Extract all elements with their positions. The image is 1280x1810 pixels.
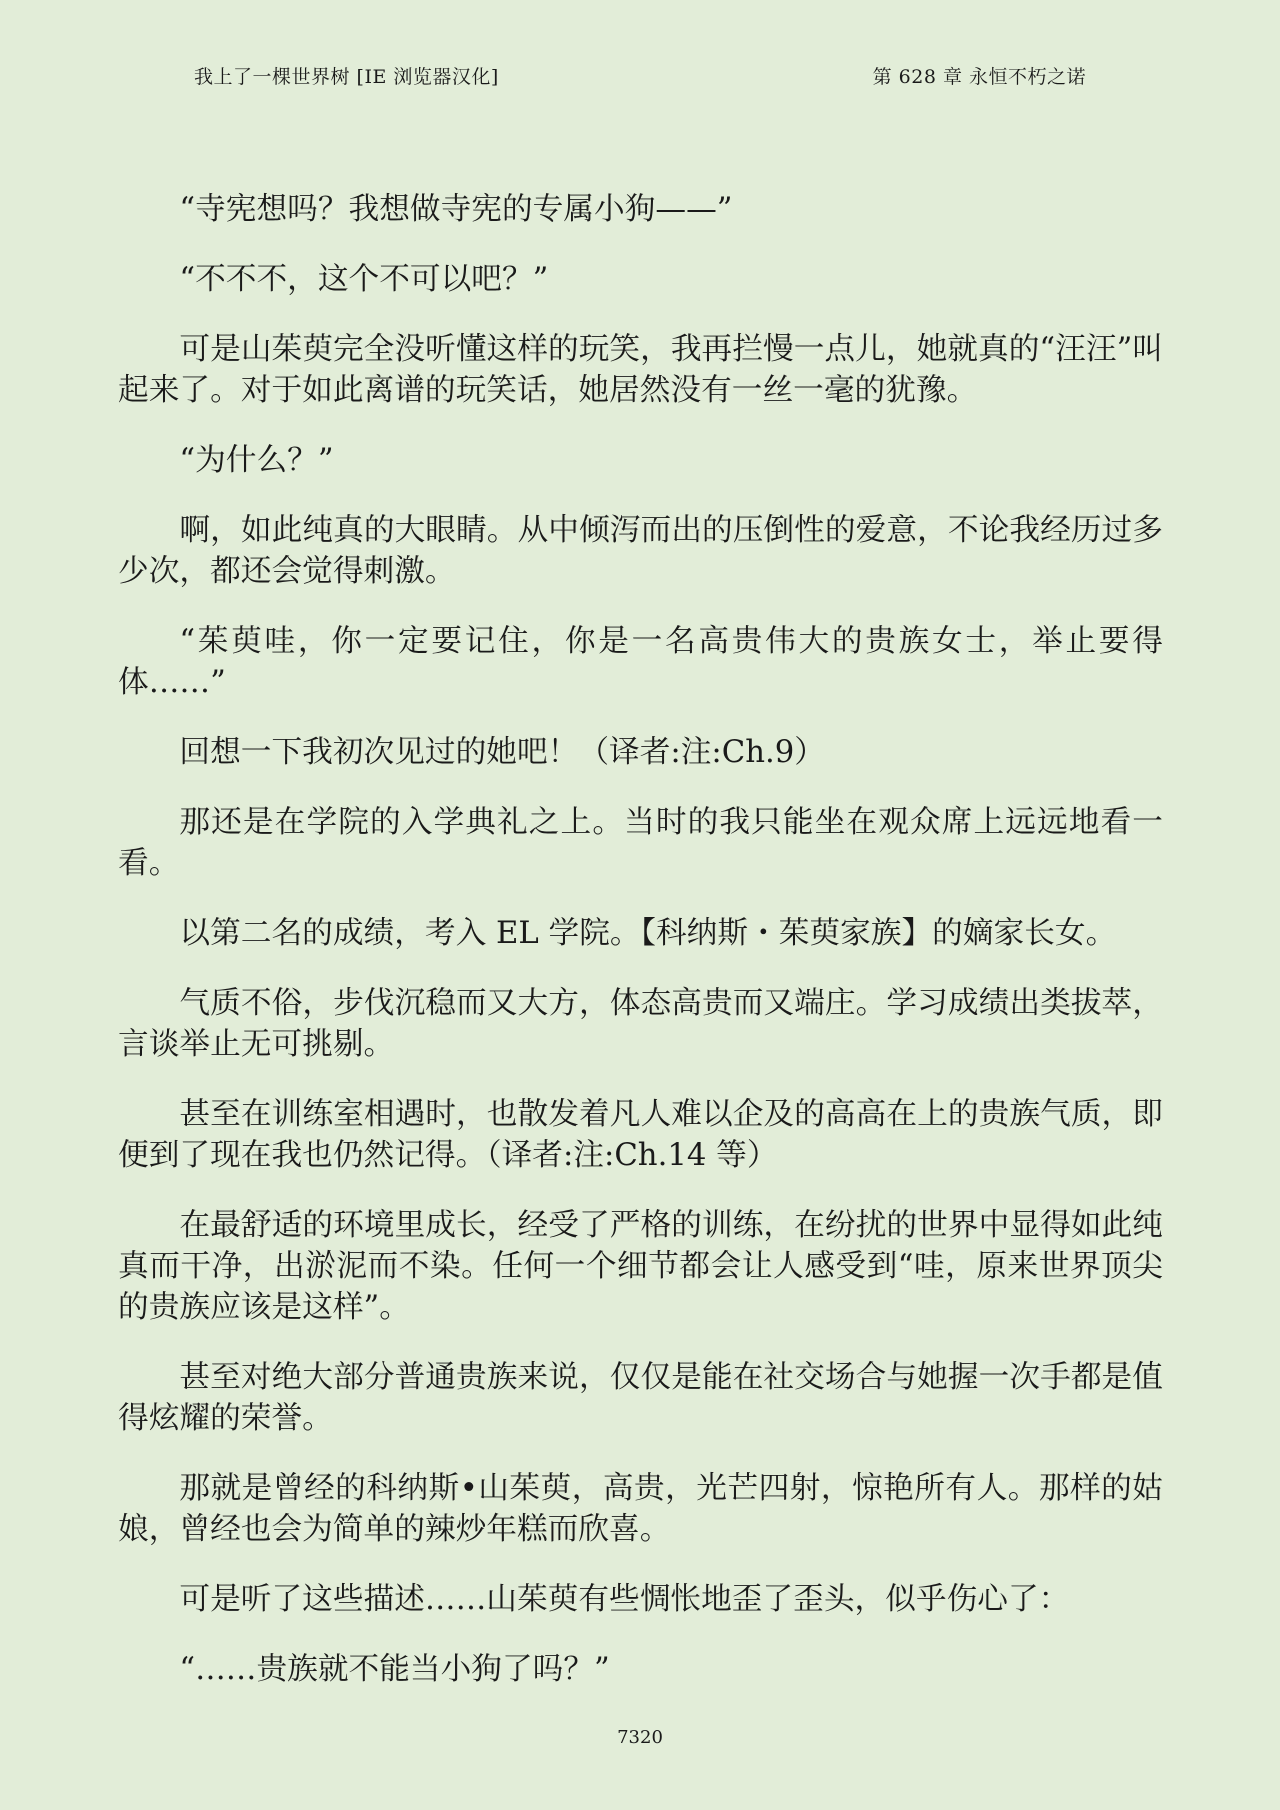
- paragraph: 啊，如此纯真的大眼睛。从中倾泻而出的压倒性的爱意，不论我经历过多少次，都还会觉得刺激。: [118, 513, 1163, 589]
- paragraph: 回想一下我初次见过的她吧！（译者:注:Ch.9）: [179, 735, 825, 770]
- paragraph: “……贵族就不能当小狗了吗？”: [179, 1652, 610, 1687]
- paragraph: 那还是在学院的入学典礼之上。当时的我只能坐在观众席上远远地看一看。: [118, 805, 1163, 881]
- paragraph: 可是山茱萸完全没听懂这样的玩笑，我再拦慢一点儿，她就真的“汪汪”叫起来了。对于如此离谱的玩笑话，她居然没有一丝一毫的犹豫。: [118, 332, 1163, 408]
- paragraph: 甚至在训练室相遇时，也散发着凡人难以企及的高高在上的贵族气质，即便到了现在我也仍然记得。（译者:注:Ch.14 等）: [118, 1097, 1163, 1173]
- paragraph: 甚至对绝大部分普通贵族来说，仅仅是能在社交场合与她握一次手都是值得炫耀的荣誉。: [118, 1360, 1163, 1436]
- paragraph: “为什么？”: [179, 443, 334, 478]
- paragraph: 气质不俗，步伐沉稳而又大方，体态高贵而又端庄。学习成绩出类拔萃，言谈举止无可挑剔。: [118, 986, 1163, 1062]
- paragraph: “不不不，这个不可以吧？”: [179, 262, 549, 297]
- page-body: [118, 189, 1163, 1719]
- paragraph: 以第二名的成绩，考入 EL 学院。【科纳斯・茱萸家族】的嫡家长女。: [179, 916, 1117, 951]
- paragraph: 可是听了这些描述……山茱萸有些惆怅地歪了歪头，似乎伤心了：: [179, 1582, 1070, 1617]
- running-header-book-title: 我上了一棵世界树 [IE 浏览器汉化]: [194, 66, 499, 88]
- paragraph: “寺宪想吗？我想做寺宪的专属小狗——”: [179, 192, 733, 227]
- paragraph: 那就是曾经的科纳斯•山茱萸，高贵，光芒四射，惊艳所有人。那样的姑娘，曾经也会为简单的辣炒年糕而欣喜。: [118, 1471, 1163, 1547]
- running-header-chapter-title: 第 628 章 永恒不朽之诺: [872, 66, 1086, 88]
- page-number: 7320: [617, 1727, 663, 1748]
- paragraph: “茱萸哇，你一定要记住，你是一名高贵伟大的贵族女士，举止要得体……”: [118, 624, 1163, 700]
- paragraph: 在最舒适的环境里成长，经受了严格的训练，在纷扰的世界中显得如此纯真而干净，出淤泥而不染。任何一个细节都会让人感受到“哇，原来世界顶尖的贵族应该是这样”。: [118, 1208, 1163, 1325]
